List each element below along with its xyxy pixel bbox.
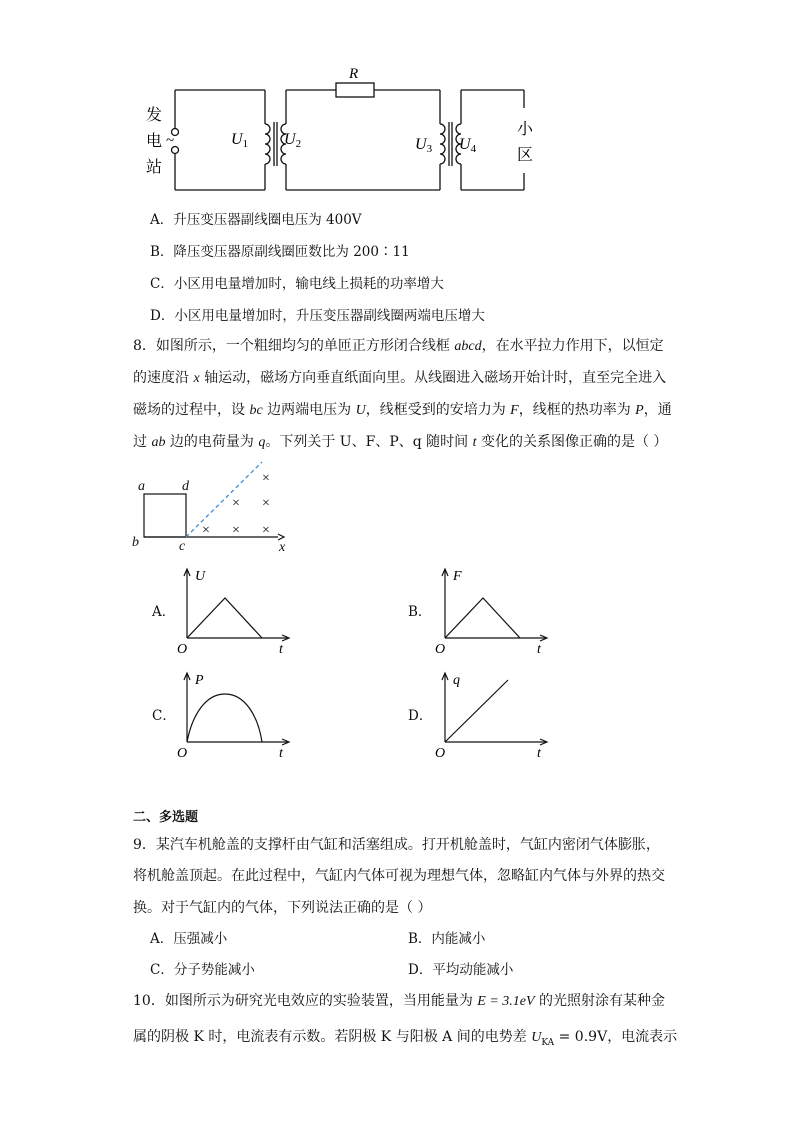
resistor-label: R bbox=[349, 66, 359, 82]
q8-graph-a bbox=[170, 562, 300, 657]
q7-option-d: D．小区用电量增加时，升压变压器副线圈两端电压增大 bbox=[150, 308, 485, 324]
transmission-circuit-figure bbox=[140, 62, 540, 198]
q8-stem-line-4: 过 ab 边的电荷量为 q。下列关于 U、F、P、q 随时间 t 变化的关系图像正确的是（ ） bbox=[133, 434, 668, 450]
q7-option-c: C．小区用电量增加时，输电线上损耗的功率增大 bbox=[150, 276, 444, 292]
field-cross: × bbox=[262, 523, 270, 538]
q9-stem-line-1: 9．某汽车机舱盖的支撑杆由气缸和活塞组成。打开机舱盖时，气缸内密闭气体膨胀， bbox=[133, 837, 660, 853]
graph-c-t-label: t bbox=[279, 746, 283, 761]
q9-stem-line-3: 换。对于气缸内的气体，下列说法正确的是（ ） bbox=[133, 900, 432, 916]
q8-stem-line-3: 磁场的过程中，设 bc 边两端电压为 U，线框受到的安培力为 F，线框的热功率为 P，通 bbox=[133, 402, 672, 418]
source-char-1: 发 bbox=[146, 107, 163, 124]
u3-label: U3 bbox=[415, 136, 433, 155]
field-cross: × bbox=[232, 523, 240, 538]
graph-a-t-label: t bbox=[279, 642, 283, 657]
ac-symbol: ~ bbox=[166, 133, 175, 149]
q7-option-b: B．降压变压器原副线圈匝数比为 200∶11 bbox=[150, 244, 410, 260]
graph-c-origin: O bbox=[177, 746, 188, 761]
q9-stem-line-2: 将机舱盖顶起。在此过程中，气缸内气体可视为理想气体，忽略缸内气体与外界的热交 bbox=[133, 868, 665, 884]
graph-a-y-label: U bbox=[195, 569, 206, 584]
load-char-2: 区 bbox=[517, 147, 534, 164]
q8-stem-line-2: 的速度沿 x 轴运动，磁场方向垂直纸面向里。从线圈进入磁场开始计时，直至完全进入 bbox=[133, 370, 667, 386]
graph-b-curve bbox=[445, 598, 520, 638]
graph-d-t-label: t bbox=[537, 746, 541, 761]
q9-option-a: A．压强减小 bbox=[150, 931, 228, 947]
x-axis-label: x bbox=[279, 540, 286, 555]
graph-a-curve bbox=[187, 598, 262, 638]
q10-stem-line-2: 属的阴极 K 时，电流表有示数。若阴极 K 与阳极 A 间的电势差 $U_{KA} = 0.9V$，电流表示 bbox=[133, 1029, 678, 1048]
source-char-2: 电 bbox=[146, 133, 163, 150]
q8-option-c-label: C． bbox=[152, 708, 176, 724]
q7-option-a: A．升压变压器副线圈电压为 400V bbox=[150, 212, 362, 228]
graph-d-origin: O bbox=[435, 746, 446, 761]
q8-graph-d bbox=[428, 666, 558, 761]
section-heading-multiple-choice: 二、多选题 bbox=[133, 810, 199, 825]
graph-d-y-label: q bbox=[453, 673, 460, 688]
field-cross: × bbox=[232, 496, 240, 511]
coil-field-figure bbox=[128, 456, 298, 556]
q8-graph-b bbox=[428, 562, 558, 657]
u4-label: U4 bbox=[459, 136, 477, 155]
graph-c-curve bbox=[187, 694, 262, 742]
q8-option-a-label: A． bbox=[152, 604, 176, 620]
vertex-c-label: c bbox=[179, 539, 186, 554]
field-cross: × bbox=[262, 496, 270, 511]
graph-d-curve bbox=[445, 680, 508, 742]
graph-b-origin: O bbox=[435, 642, 446, 657]
field-cross: × bbox=[262, 471, 270, 486]
q9-option-d: D．平均动能减小 bbox=[408, 962, 514, 978]
q8-option-b-label: B． bbox=[408, 604, 432, 620]
vertex-d-label: d bbox=[182, 479, 189, 494]
field-boundary-line bbox=[186, 462, 262, 537]
graph-b-t-label: t bbox=[537, 642, 541, 657]
u1-label: U1 bbox=[231, 131, 249, 150]
q8-graph-c bbox=[170, 666, 300, 761]
field-cross: × bbox=[202, 523, 210, 538]
vertex-a-label: a bbox=[138, 479, 145, 494]
graph-a-origin: O bbox=[177, 642, 188, 657]
load-char-1: 小 bbox=[517, 121, 534, 138]
q9-option-b: B．内能减小 bbox=[408, 931, 486, 947]
graph-c-y-label: P bbox=[195, 673, 204, 688]
graph-b-y-label: F bbox=[453, 569, 462, 584]
q8-stem-line-1: 8．如图所示，一个粗细均匀的单匝正方形闭合线框 abcd，在水平拉力作用下，以恒定 bbox=[133, 338, 664, 354]
source-char-3: 站 bbox=[146, 159, 163, 176]
vertex-b-label: b bbox=[132, 535, 139, 550]
q9-option-c: C．分子势能减小 bbox=[150, 962, 255, 978]
q10-stem-line-1: 10．如图所示为研究光电效应的实验装置，当用能量为 E = 3.1eV 的光照射涂有某种金 bbox=[133, 993, 665, 1009]
u2-label: U2 bbox=[284, 131, 302, 150]
q8-option-d-label: D． bbox=[408, 708, 433, 724]
